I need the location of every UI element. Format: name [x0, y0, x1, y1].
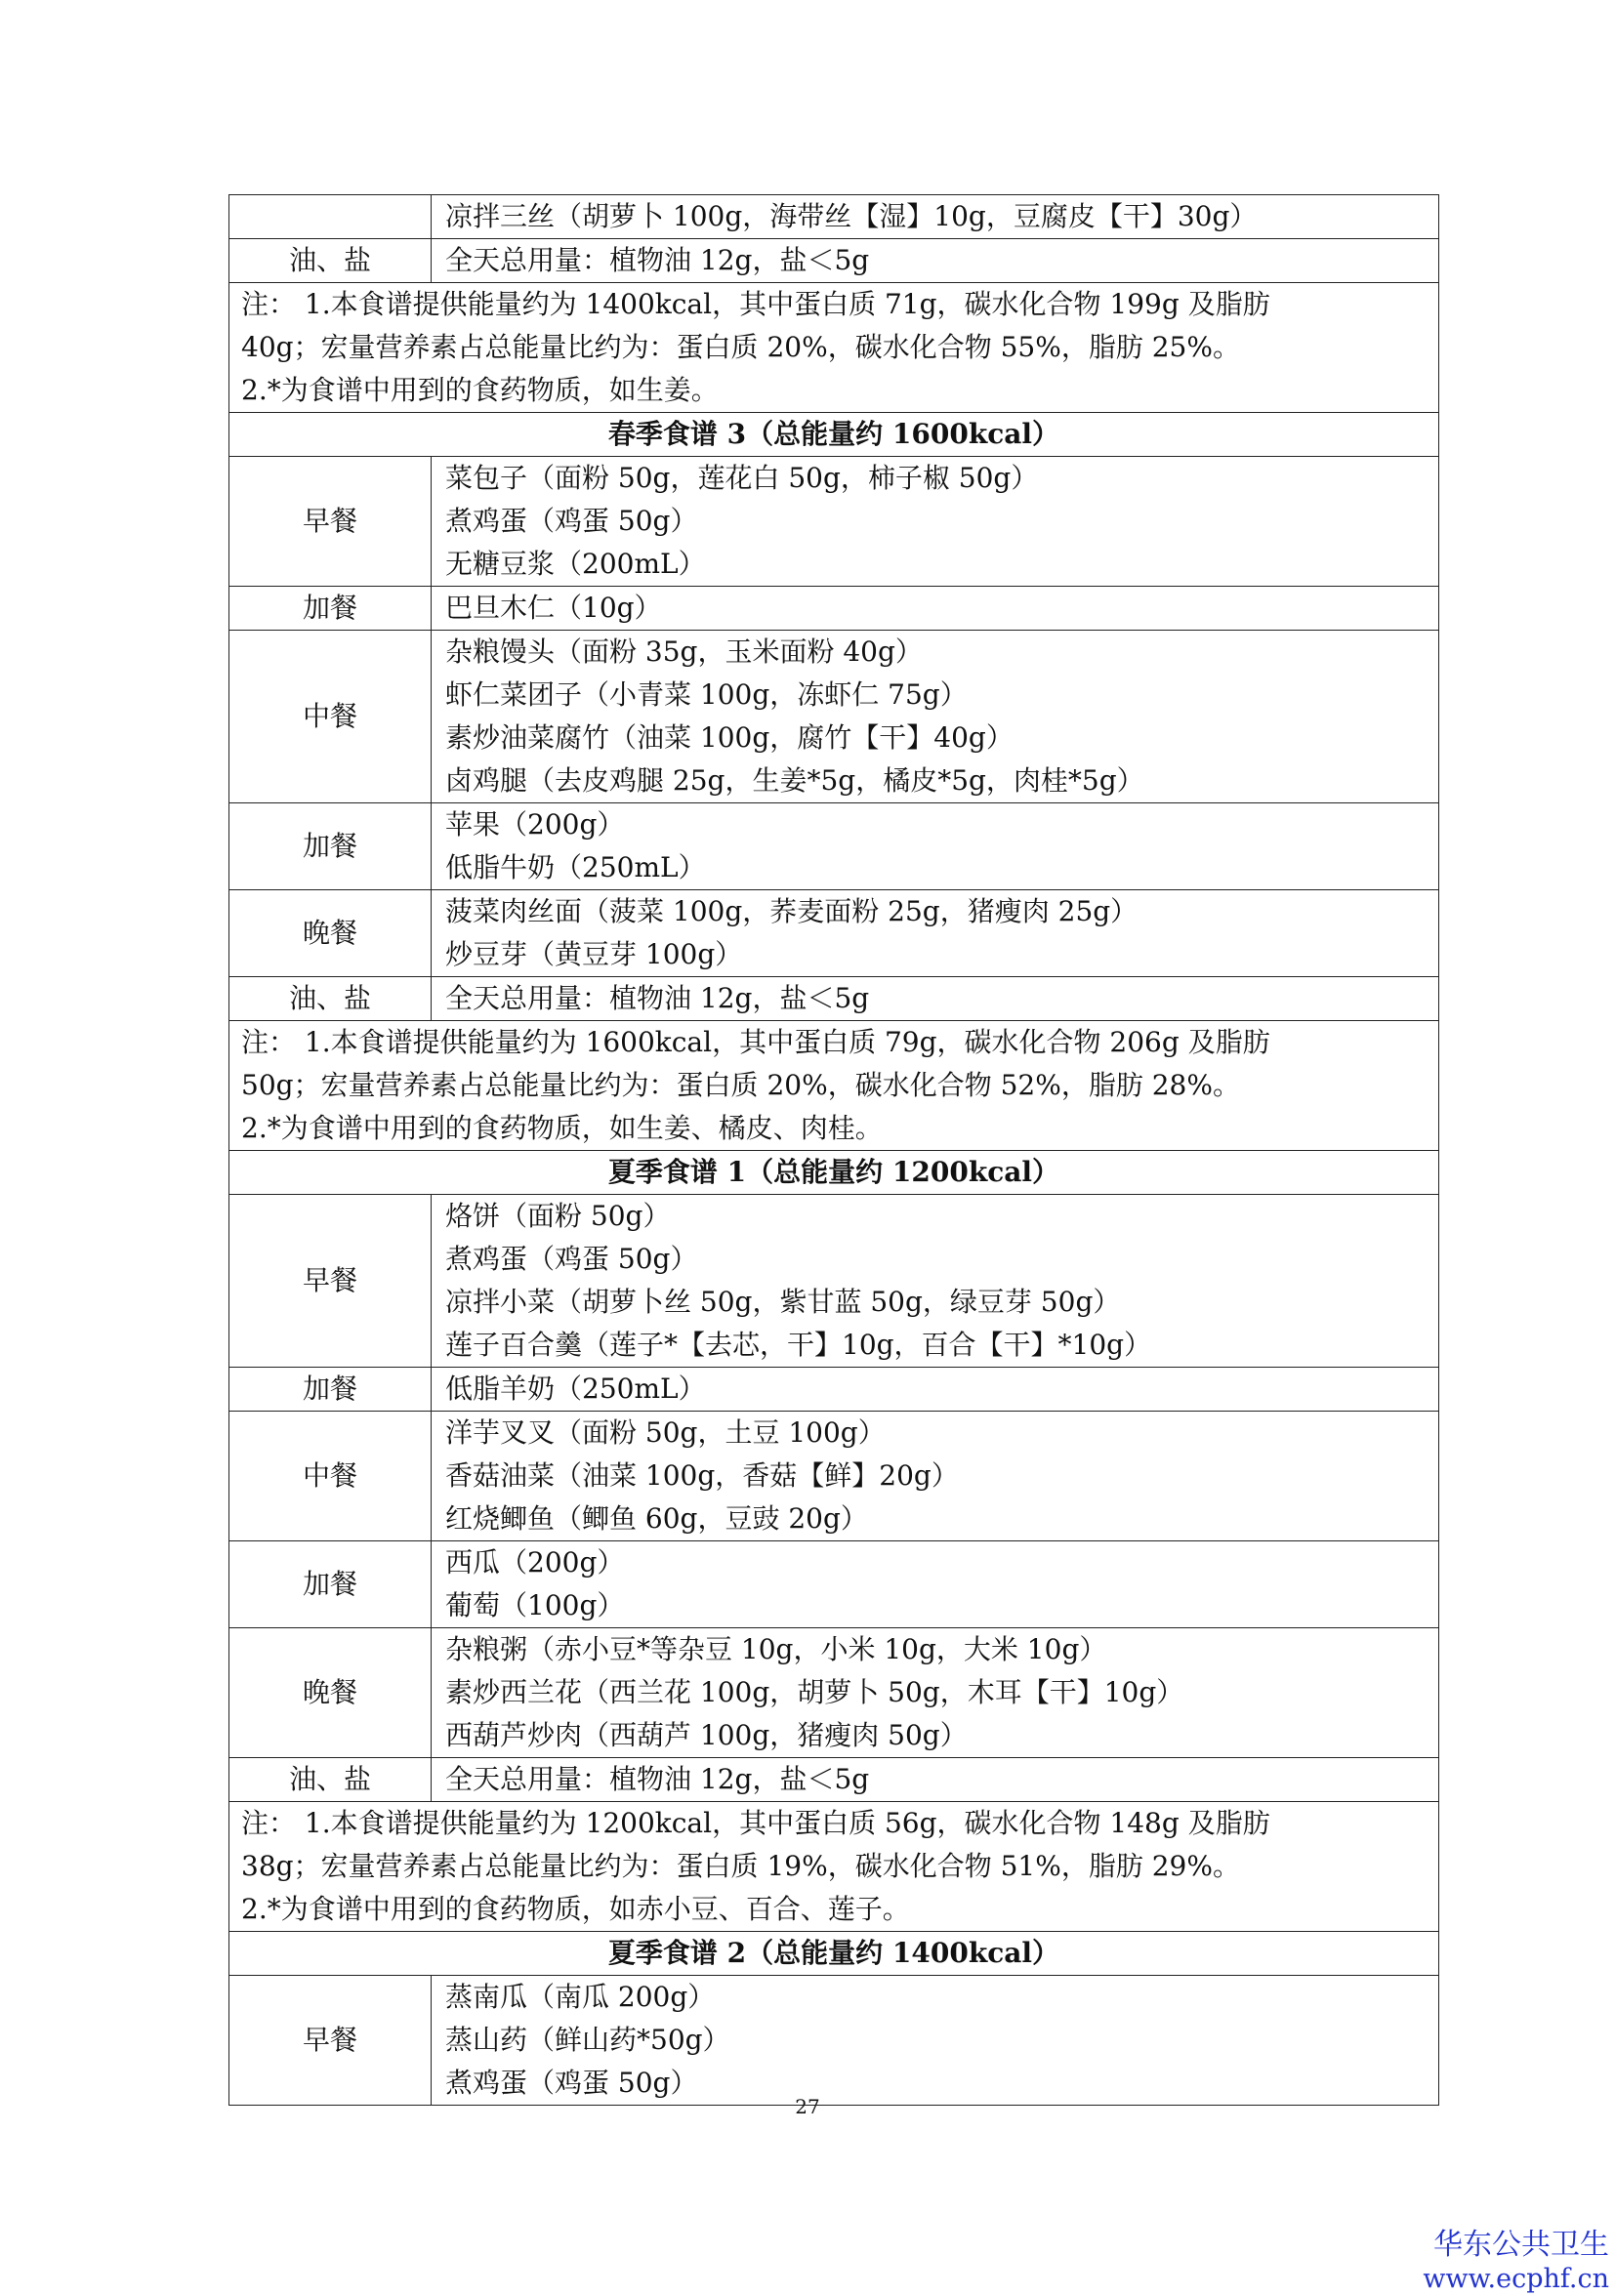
meal-items	[432, 587, 1439, 631]
meal-row	[229, 1976, 1439, 2106]
meal-name: 晚餐	[229, 1628, 432, 1758]
section-title: 夏季食谱 1（总能量约 1200kcal）	[229, 1151, 1439, 1195]
meal-row	[229, 803, 1439, 890]
meal-item: 苹果（200g）	[445, 808, 625, 840]
meal-item: 西瓜（200g）	[445, 1546, 625, 1578]
menu-note	[229, 1802, 1439, 1932]
meal-item: 素炒油菜腐竹（油菜 100g，腐竹【干】40g）	[445, 721, 1014, 754]
meal-item: 西葫芦炒肉（西葫芦 100g，猪瘦肉 50g）	[445, 1719, 968, 1751]
meal-item: 蒸山药（鲜山药*50g）	[445, 2024, 730, 2056]
menu-note	[229, 1021, 1439, 1151]
meal-item: 香菇油菜（油菜 100g，香菇【鲜】20g）	[445, 1459, 959, 1492]
meal-row	[229, 1412, 1439, 1541]
meal-item: 全天总用量：植物油 12g，盐＜5g	[445, 244, 870, 276]
meal-items	[432, 631, 1439, 803]
watermark-url: www.ecphf.cn	[1423, 2264, 1609, 2294]
meal-item: 凉拌三丝（胡萝卜 100g，海带丝【湿】10g，豆腐皮【干】30g）	[445, 200, 1258, 232]
meal-item: 虾仁菜团子（小青菜 100g，冻虾仁 75g）	[445, 678, 968, 711]
section-title: 春季食谱 3（总能量约 1600kcal）	[229, 413, 1439, 457]
meal-item: 烙饼（面粉 50g）	[445, 1200, 671, 1232]
meal-name: 晚餐	[229, 890, 432, 977]
meal-item: 无糖豆浆（200mL）	[445, 548, 706, 580]
note-line: 注： 1.本食谱提供能量约为 1200kcal，其中蛋白质 56g，碳水化合物 148g 及脂肪	[241, 1807, 1270, 1839]
meal-name	[229, 195, 432, 239]
meal-row	[229, 1368, 1439, 1412]
meal-row	[229, 631, 1439, 803]
meal-row	[229, 195, 1439, 239]
meal-row	[229, 977, 1439, 1021]
meal-row	[229, 1758, 1439, 1802]
meal-row	[229, 890, 1439, 977]
meal-item: 炒豆芽（黄豆芽 100g）	[445, 938, 743, 970]
note-line: 2.*为食谱中用到的食药物质，如生姜。	[241, 374, 719, 406]
meal-item: 煮鸡蛋（鸡蛋 50g）	[445, 2067, 698, 2099]
meal-name: 中餐	[229, 631, 432, 803]
meal-item: 全天总用量：植物油 12g，盐＜5g	[445, 982, 870, 1014]
meal-name: 早餐	[229, 457, 432, 587]
meal-name: 油、盐	[229, 1758, 432, 1802]
meal-item: 煮鸡蛋（鸡蛋 50g）	[445, 505, 698, 537]
meal-items	[432, 1412, 1439, 1541]
note-line: 38g；宏量营养素占总能量比约为：蛋白质 19%，碳水化合物 51%，脂肪 29%。	[241, 1850, 1240, 1882]
note-line: 2.*为食谱中用到的食药物质，如生姜、橘皮、肉桂。	[241, 1112, 883, 1144]
note-line: 40g；宏量营养素占总能量比约为：蛋白质 20%，碳水化合物 55%，脂肪 25%。	[241, 331, 1240, 363]
meal-item: 蒸南瓜（南瓜 200g）	[445, 1981, 716, 2013]
note-line: 50g；宏量营养素占总能量比约为：蛋白质 20%，碳水化合物 52%，脂肪 28%。	[241, 1069, 1240, 1101]
meal-items	[432, 1976, 1439, 2106]
meal-item: 全天总用量：植物油 12g，盐＜5g	[445, 1763, 870, 1795]
meal-name: 加餐	[229, 1541, 432, 1628]
page-number: 27	[795, 2095, 820, 2118]
meal-row	[229, 587, 1439, 631]
watermark	[1423, 2228, 1609, 2296]
meal-item: 红烧鲫鱼（鲫鱼 60g，豆豉 20g）	[445, 1502, 868, 1535]
meal-items	[432, 803, 1439, 890]
meal-name: 油、盐	[229, 977, 432, 1021]
meal-items	[432, 1541, 1439, 1628]
meal-item: 杂粮馒头（面粉 35g，玉米面粉 40g）	[445, 636, 923, 668]
meal-item: 巴旦木仁（10g）	[445, 592, 662, 624]
note-line: 注： 1.本食谱提供能量约为 1600kcal，其中蛋白质 79g，碳水化合物 206g 及脂肪	[241, 1026, 1270, 1058]
meal-row	[229, 457, 1439, 587]
meal-name: 早餐	[229, 1976, 432, 2106]
section-title-row	[229, 1151, 1439, 1195]
meal-item: 凉拌小菜（胡萝卜丝 50g，紫甘蓝 50g，绿豆芽 50g）	[445, 1286, 1121, 1318]
meal-name: 中餐	[229, 1412, 432, 1541]
meal-item: 洋芋叉叉（面粉 50g，土豆 100g）	[445, 1416, 886, 1449]
meal-items	[432, 1628, 1439, 1758]
meal-item: 葡萄（100g）	[445, 1589, 625, 1621]
note-line: 注： 1.本食谱提供能量约为 1400kcal，其中蛋白质 71g，碳水化合物 199g 及脂肪	[241, 288, 1270, 320]
meal-name: 加餐	[229, 587, 432, 631]
meal-name: 早餐	[229, 1195, 432, 1368]
meal-items	[432, 1368, 1439, 1412]
meal-item: 低脂牛奶（250mL）	[445, 851, 706, 883]
note-line: 2.*为食谱中用到的食药物质，如赤小豆、百合、莲子。	[241, 1893, 910, 1925]
meal-row	[229, 1628, 1439, 1758]
watermark-name: 华东公共卫生	[1433, 2228, 1609, 2262]
meal-item: 卤鸡腿（去皮鸡腿 25g，生姜*5g，橘皮*5g，肉桂*5g）	[445, 764, 1144, 797]
meal-items	[432, 195, 1439, 239]
menu-table	[228, 194, 1439, 2106]
meal-items	[432, 457, 1439, 587]
meal-items	[432, 890, 1439, 977]
meal-items	[432, 1195, 1439, 1368]
meal-name: 油、盐	[229, 239, 432, 283]
meal-items	[432, 1758, 1439, 1802]
meal-row	[229, 1541, 1439, 1628]
note-row	[229, 283, 1439, 413]
meal-items	[432, 977, 1439, 1021]
meal-item: 素炒西兰花（西兰花 100g，胡萝卜 50g，木耳【干】10g）	[445, 1676, 1184, 1708]
note-row	[229, 1802, 1439, 1932]
meal-item: 杂粮粥（赤小豆*等杂豆 10g，小米 10g，大米 10g）	[445, 1633, 1107, 1665]
meal-row	[229, 1195, 1439, 1368]
meal-item: 菠菜肉丝面（菠菜 100g，荞麦面粉 25g，猪瘦肉 25g）	[445, 895, 1139, 927]
section-title-row	[229, 1932, 1439, 1976]
meal-item: 菜包子（面粉 50g，莲花白 50g，柿子椒 50g）	[445, 462, 1039, 494]
menu-note	[229, 283, 1439, 413]
meal-name: 加餐	[229, 803, 432, 890]
meal-item: 煮鸡蛋（鸡蛋 50g）	[445, 1243, 698, 1275]
meal-item: 莲子百合羹（莲子*【去芯，干】10g，百合【干】*10g）	[445, 1329, 1152, 1361]
section-title-row	[229, 413, 1439, 457]
section-title: 夏季食谱 2（总能量约 1400kcal）	[229, 1932, 1439, 1976]
meal-name: 加餐	[229, 1368, 432, 1412]
note-row	[229, 1021, 1439, 1151]
meal-items	[432, 239, 1439, 283]
meal-row	[229, 239, 1439, 283]
meal-item: 低脂羊奶（250mL）	[445, 1373, 706, 1405]
